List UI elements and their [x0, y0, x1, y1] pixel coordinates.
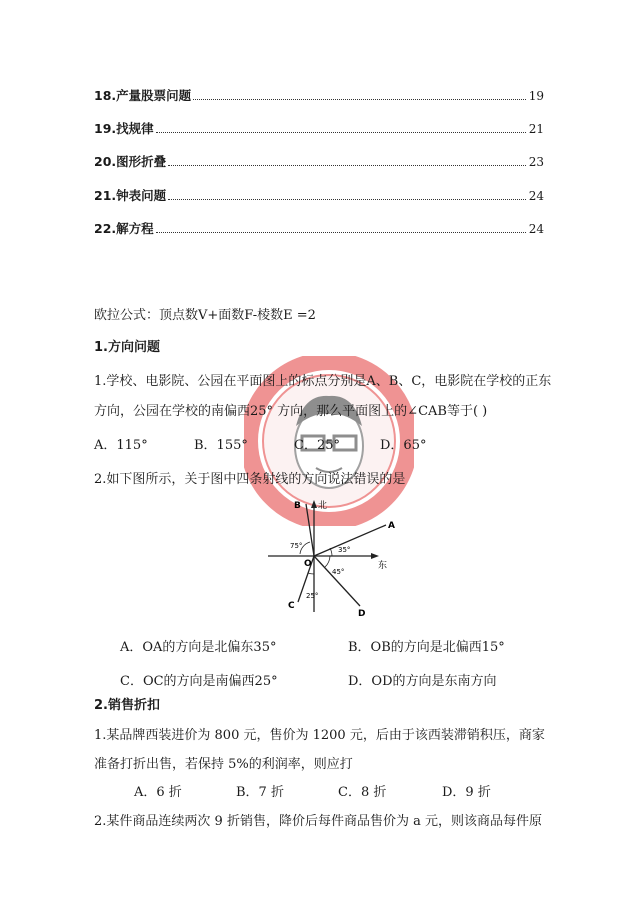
label-angle-25: 25°	[306, 592, 319, 600]
answer-option[interactable]: A．OA的方向是北偏东35°	[120, 640, 277, 655]
answer-option[interactable]: D．65°	[380, 438, 427, 453]
label-d: D	[358, 609, 366, 619]
euler-formula: 欧拉公式：顶点数V+面数F-棱数E =2	[94, 308, 316, 323]
toc-leader	[156, 131, 526, 133]
label-c: C	[288, 601, 295, 611]
toc-leader	[193, 98, 526, 100]
toc-row[interactable]	[94, 119, 544, 137]
answer-option[interactable]: B．7 折	[236, 785, 284, 800]
toc-title: 18.产量股票问题	[94, 88, 192, 103]
ray-ob	[306, 504, 314, 556]
question-text: 2.如下图所示，关于图中四条射线的方向说法错误的是	[94, 472, 406, 487]
answer-option[interactable]: C．8 折	[338, 785, 387, 800]
section-heading: 1.方向问题	[94, 340, 160, 355]
toc-title: 20.图形折叠	[94, 154, 167, 169]
toc-page: 23	[528, 155, 544, 169]
question-text: 方向，公园在学校的南偏西25° 方向，那么平面图上的∠CAB等于( )	[94, 404, 488, 419]
answer-option[interactable]: A．6 折	[134, 785, 182, 800]
label-o: O	[304, 559, 312, 569]
toc-row[interactable]	[94, 219, 544, 237]
label-east: 东	[378, 561, 388, 571]
toc-page: 21	[528, 122, 544, 136]
toc-page: 24	[528, 189, 544, 203]
toc-title: 21.钟表问题	[94, 188, 167, 203]
label-north: 北	[318, 501, 328, 511]
label-a: A	[388, 521, 395, 531]
toc-leader	[156, 231, 526, 233]
label-angle-75: 75°	[290, 542, 303, 550]
toc-leader	[168, 198, 526, 200]
answer-option[interactable]: B．OB的方向是北偏西15°	[348, 640, 505, 655]
answer-option[interactable]: C．25°	[294, 438, 340, 453]
toc-page: 19	[528, 89, 544, 103]
question-text: 1.某品牌西装进价为 800 元，售价为 1200 元，后由于该西装滞销积压，商家	[94, 728, 545, 743]
question-text: 1.学校、电影院、公园在平面图上的标点分别是A、B、C，电影院在学校的正东	[94, 374, 552, 389]
toc-row[interactable]	[94, 86, 544, 104]
toc-row[interactable]	[94, 152, 544, 170]
section-heading: 2.销售折扣	[94, 698, 160, 713]
label-b: B	[294, 501, 301, 511]
answer-option[interactable]: A．115°	[94, 438, 148, 453]
ray-od	[314, 556, 360, 606]
east-arrowhead	[371, 553, 379, 559]
label-angle-45: 45°	[332, 568, 345, 576]
answer-option[interactable]: D．OD的方向是东南方向	[348, 674, 497, 689]
toc-title: 22.解方程	[94, 221, 154, 236]
toc-page: 24	[528, 222, 544, 236]
label-angle-35: 35°	[338, 546, 351, 554]
toc-title: 19.找规律	[94, 121, 154, 136]
toc-row[interactable]	[94, 186, 544, 204]
question-text: 2.某件商品连续两次 9 折销售，降价后每件商品售价为 a 元，则该商品每件原	[94, 814, 542, 829]
question-text: 准备打折出售，若保持 5%的利润率，则应打	[94, 757, 353, 772]
answer-option[interactable]: B．155°	[194, 438, 248, 453]
north-arrowhead	[311, 500, 317, 508]
answer-option[interactable]: C．OC的方向是南偏西25°	[120, 674, 278, 689]
direction-diagram	[262, 494, 402, 624]
answer-option[interactable]: D．9 折	[442, 785, 491, 800]
toc-leader	[168, 164, 526, 166]
